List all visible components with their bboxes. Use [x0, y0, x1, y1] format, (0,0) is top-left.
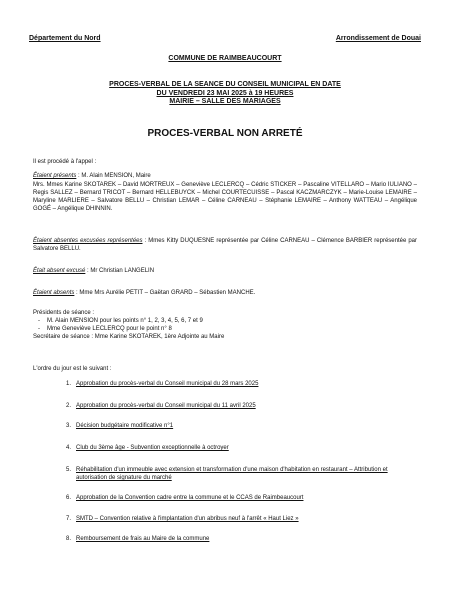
presents-list: Mrs. Mmes Karine SKOTAREK – David MORTREUX – Geneviève LECLERCQ – Cédric STICKER – Pascaline VITELLARO – Mario IULIANO – Regis SALLEZ – Bernard TRICOT – Bernard HELLEBUYCK – Michel COURTECUISSE – Pascal KACZMARCZYK – Marie-Louise LEMAIRE – Maryline MARLIERE – Salvatore BELLU – Christian LEMAR – Céline CARNEAU – Stéphanie LEMAIRE – Anthony WATTEAU – Angélique GOGÉ – Angélique DHINNIN. [33, 182, 417, 212]
excusees-label: Étaient absentes excusées représentées [33, 238, 143, 244]
header-arrondissement: Arrondissement de Douai [335, 35, 421, 42]
president-item: - Mme Geneviève LECLERCQ pour le point n° 8 [38, 325, 172, 332]
agenda-item-text: Remboursement de frais au Maire de la commune [76, 536, 210, 542]
excuse-line [33, 268, 415, 276]
commune-title: COMMUNE DE RAIMBEAUCOURT [168, 55, 282, 62]
excuse-text: : Mr Christian LANGELIN [85, 268, 155, 274]
absents-line [33, 290, 415, 298]
header-department: Département du Nord [29, 35, 101, 42]
secretaire-line: Secrétaire de séance : Mme Karine SKOTAREK, 1ère Adjointe au Maire [33, 333, 225, 340]
session-title-line-3: MAIRIE – SALLE DES MARIAGES [169, 98, 281, 106]
session-title [0, 81, 450, 107]
session-title-line-2: DU VENDREDI 23 MAI 2025 à 19 HEURES [156, 89, 294, 97]
president-item-text: M. Alain MENSION pour les points n° 1, 2, 3, 4, 5, 6, 7 et 9 [47, 317, 203, 324]
agenda-item-text: Approbation de la Convention cadre entre la commune et le CCAS de Raimbeaucourt [76, 495, 304, 501]
agenda-item-number: 3. [65, 423, 71, 429]
excusees-text: : Mmes Kitty DUQUESNE représentée par Céline CARNEAU – Clémence BARBIER représentée par Salvatore BELLU. [33, 238, 417, 252]
excusees-paragraph [33, 238, 417, 254]
presidents-title: Présidents de séance : [33, 310, 95, 316]
appel-intro: Il est procédé à l'appel : [33, 159, 97, 165]
president-item-text: Mme Geneviève LECLERCQ pour le point n° 8 [47, 325, 172, 332]
presents-line [33, 173, 415, 181]
agenda-item-number: 8. [65, 536, 71, 542]
session-title-line-1: PROCES-VERBAL DE LA SEANCE DU CONSEIL MUNICIPAL EN DATE [109, 81, 341, 88]
agenda-item-text: Décision budgétaire modificative n°1 [76, 423, 174, 429]
presents-label: Étaient présents [33, 173, 77, 179]
status-title: PROCES-VERBAL NON ARRETÉ [147, 128, 303, 139]
agenda-item-number: 2. [65, 403, 71, 409]
agenda-item-text: Réhabilitation d'un immeuble avec extension et transformation d'une maison d'habitation en restaurant – Attribution et autorisation de signature du marché [76, 467, 388, 481]
agenda-item-text: Approbation du procès-verbal du Conseil municipal du 28 mars 2025 [76, 381, 259, 387]
agenda-item-number: 6. [65, 495, 71, 501]
agenda-item-number: 1. [65, 381, 71, 387]
absents-text: : Mme Mrs Aurélie PETIT – Gaëtan GRARD – Sébastien MANCHE. [74, 290, 256, 296]
agenda-item-number: 5. [65, 467, 71, 473]
agenda-item-text: SMTD – Convention relative à l'implantation d'un abribus neuf à l'arrêt « Haut Liez » [76, 516, 299, 522]
presents-mayor: : M. Alain MENSION, Maire [76, 173, 151, 179]
presidents-block [33, 310, 415, 342]
agenda-item-text: Club du 3ème âge - Subvention exceptionnelle à octroyer [76, 445, 229, 451]
president-item: - M. Alain MENSION pour les points n° 1, 2, 3, 4, 5, 6, 7 et 9 [38, 317, 203, 324]
agenda-item-number: 4. [65, 445, 71, 451]
agenda-item-text: Approbation du procès-verbal du Conseil municipal du 11 avril 2025 [76, 403, 256, 409]
agenda-item-number: 7. [65, 516, 71, 522]
excuse-label: Était absent excusé [33, 268, 86, 274]
agenda-intro: L'ordre du jour est le suivant : [33, 366, 112, 372]
absents-label: Étaient absents [33, 290, 75, 296]
